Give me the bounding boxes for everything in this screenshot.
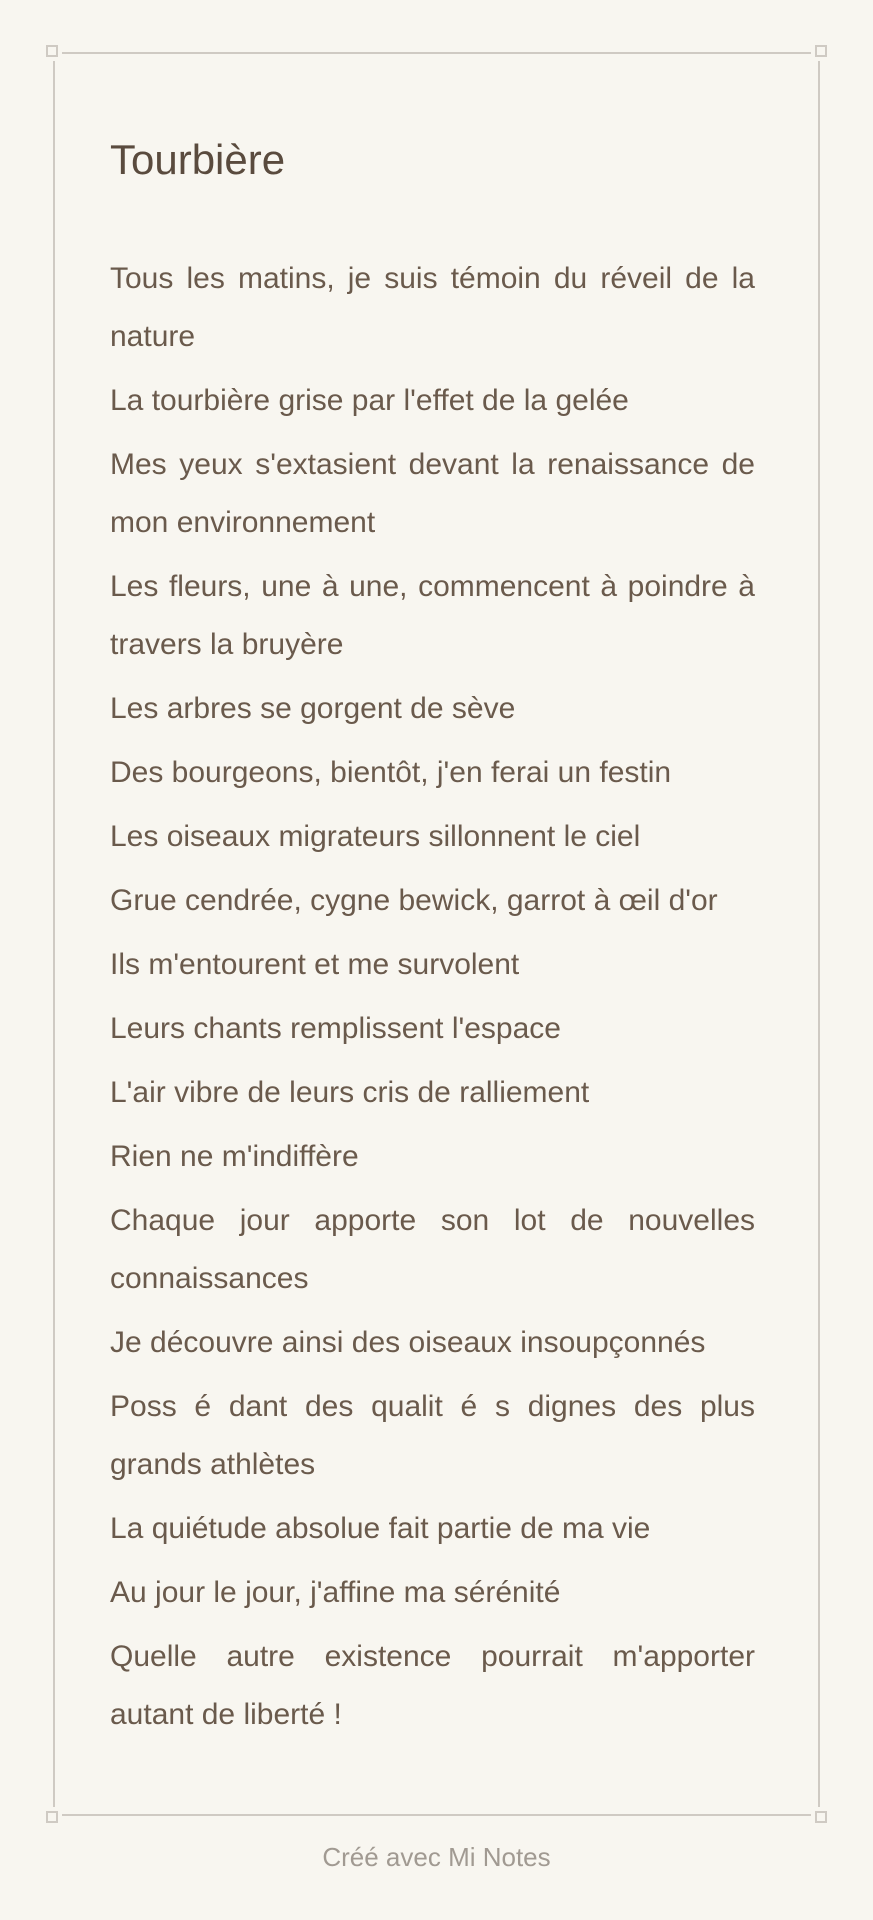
frame-corner-ornament: [46, 45, 62, 61]
poem-line: Je découvre ainsi des oiseaux insoupçonnés: [110, 1326, 706, 1359]
poem-line: Au jour le jour, j'affine ma sérénité: [110, 1576, 561, 1609]
frame-corner-ornament: [811, 45, 827, 61]
poem-line: La quiétude absolue fait partie de ma vie: [110, 1512, 651, 1545]
note-title: Tourbière: [110, 136, 286, 183]
poem-line: L'air vibre de leurs cris de ralliement: [110, 1076, 590, 1109]
poem-line: Les arbres se gorgent de sève: [110, 692, 516, 725]
poem-line: Grue cendrée, cygne bewick, garrot à œil d'or: [110, 884, 718, 917]
poem-line: La tourbière grise par l'effet de la gelée: [110, 384, 629, 417]
poem-line: Les fleurs, une à une, commencent à poindre à travers la bruyère: [110, 570, 755, 661]
footer-credit: Créé avec Mi Notes: [322, 1842, 551, 1872]
poem-line: Chaque jour apporte son lot de nouvelles connaissances: [110, 1204, 755, 1295]
poem-body: [110, 250, 755, 1750]
poem-line: Mes yeux s'extasient devant la renaissance de mon environnement: [110, 448, 755, 539]
poem-line: Des bourgeons, bientôt, j'en ferai un festin: [110, 756, 672, 789]
frame-corner-ornament: [46, 1807, 62, 1823]
poem-line: Ils m'entourent et me survolent: [110, 948, 520, 981]
poem-line: Rien ne m'indiffère: [110, 1140, 359, 1173]
poem-line: Les oiseaux migrateurs sillonnent le ciel: [110, 820, 641, 853]
poem-line: Quelle autre existence pourrait m'apporter autant de liberté !: [110, 1640, 755, 1731]
poem-line: Poss é dant des qualit é s dignes des plus grands athlètes: [110, 1390, 755, 1481]
frame-corner-ornament: [811, 1807, 827, 1823]
poem-line: Leurs chants remplissent l'espace: [110, 1012, 561, 1045]
poem-line: Tous les matins, je suis témoin du réveil de la nature: [110, 262, 755, 353]
